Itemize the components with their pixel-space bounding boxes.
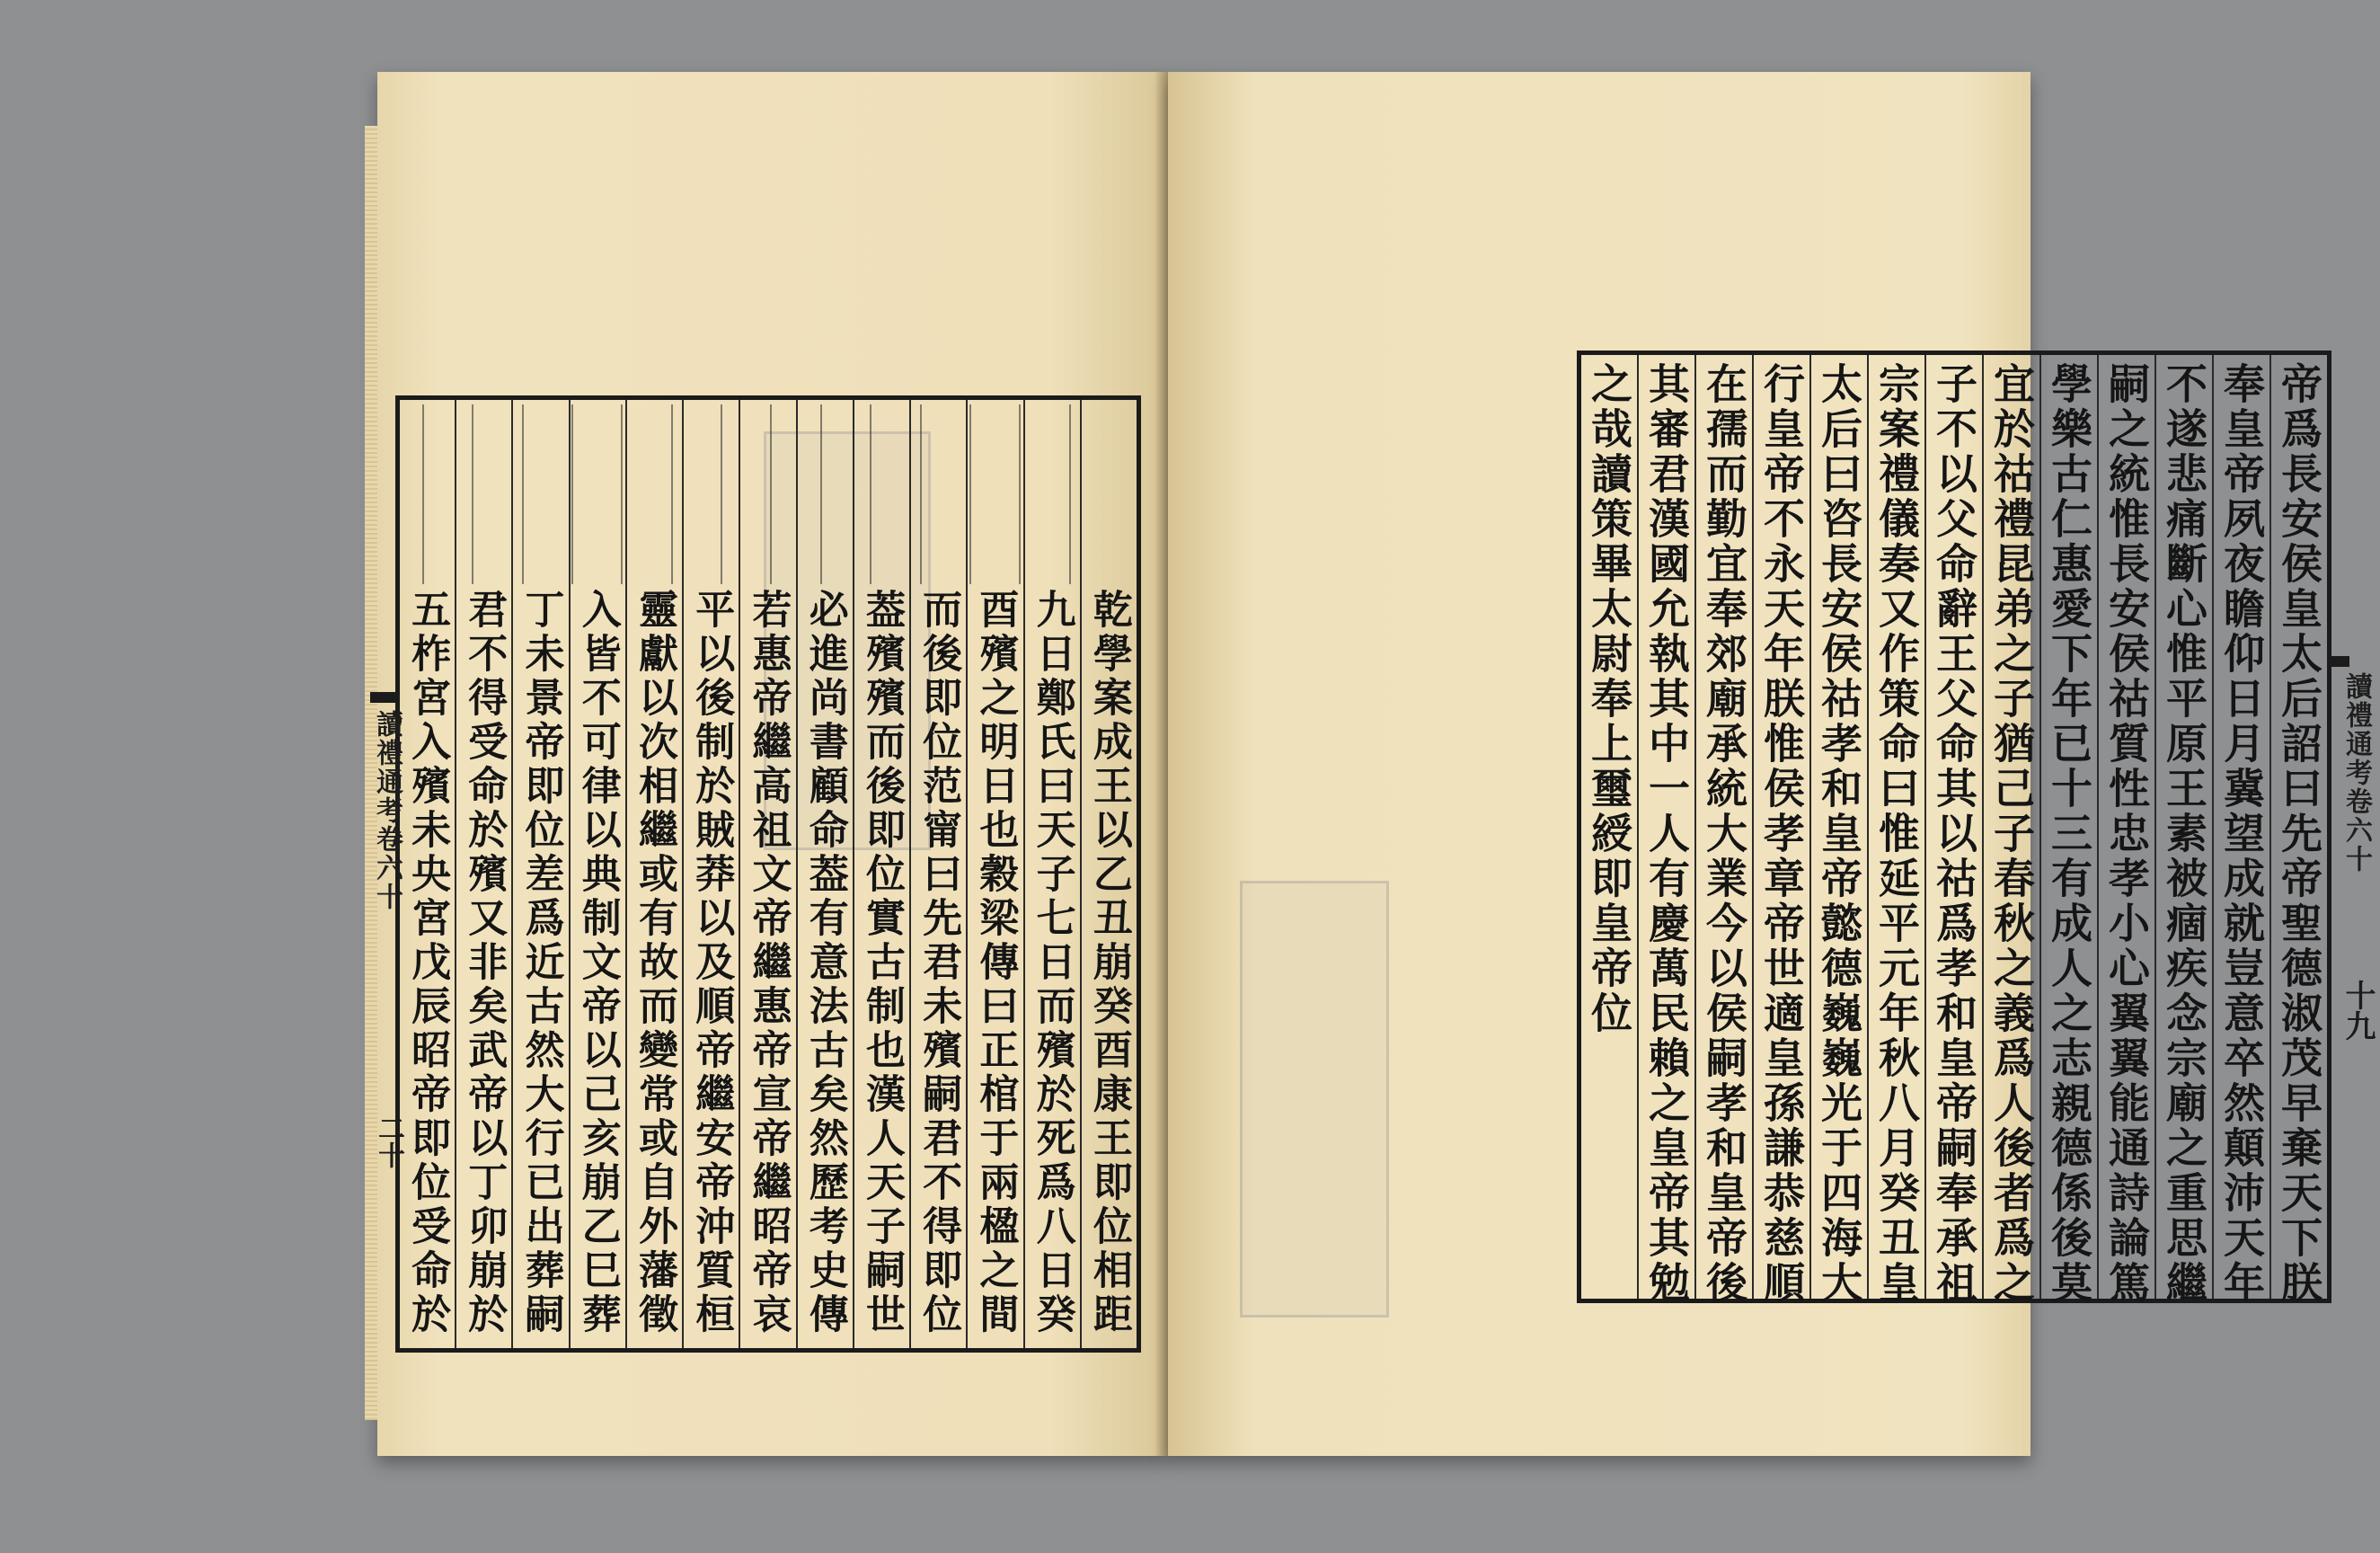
faint-stamp	[1240, 881, 1389, 1318]
blank-column-heads	[422, 404, 1119, 584]
open-book	[371, 72, 2376, 1474]
fish-tail-mark	[2331, 656, 2349, 667]
text-column: 九日鄭氏曰天子七日而殯於死爲八日癸	[1023, 400, 1080, 1348]
left-page	[371, 72, 1168, 1456]
text-column: 若惠帝繼高祖文帝繼惠帝宣帝繼昭帝哀	[739, 400, 795, 1348]
page-number: 二十	[373, 1114, 404, 1168]
text-column: 宗案禮儀奏又作策命曰惟延平元年秋八月癸丑皇	[1867, 355, 1924, 1299]
left-text-frame	[395, 395, 1141, 1353]
text-column: 君不得受命於殯又非矣武帝以丁卯崩於	[455, 400, 511, 1348]
text-column: 嗣之統惟長安侯祜質性忠孝小心翼翼能通詩論篤	[2097, 355, 2154, 1299]
text-column: 太后曰咨長安侯祜孝和皇帝懿德巍巍光于四海大	[1809, 355, 1867, 1299]
text-column: 丁未景帝即位差爲近古然大行已出葬嗣	[511, 400, 568, 1348]
right-page	[1168, 72, 2376, 1456]
text-column: 之哉讀策畢太尉奉上璽綬即皇帝位	[1585, 362, 1633, 1036]
text-column: 酉殯之明日也穀梁傳曰正棺于兩楹之間	[966, 400, 1022, 1348]
text-column: 奉皇帝夙夜瞻仰日月冀望成就豈意卒然顛沛天年	[2212, 355, 2269, 1299]
margin-title: 讀禮通考卷六十	[371, 710, 403, 911]
page-number: 十九	[2340, 980, 2376, 1041]
text-column: 葢殯殯而後即位實古制也漢人天子嗣世	[853, 400, 909, 1348]
text-column: 平以後制於賊莽以及順帝繼安帝沖質桓	[682, 400, 739, 1348]
fish-tail-mark	[370, 692, 395, 703]
text-column: 學樂古仁惠愛下年已十三有成人之志親德係後莫	[2039, 355, 2097, 1299]
text-column: 乾學案成王以乙丑崩癸酉康王即位相距	[1080, 400, 1137, 1348]
text-column: 行皇帝不永天年朕惟侯孝章帝世適皇孫謙恭慈順	[1752, 355, 1809, 1299]
right-text-frame	[1577, 351, 2331, 1306]
text-column: 在孺而勤宜奉郊廟承統大業今以侯嗣孝和皇帝後	[1694, 355, 1752, 1299]
text-column: 宜於祜禮昆弟之子猶己子春秋之義爲人後者爲之	[1982, 355, 2039, 1299]
text-column: 五柞宮入殯未央宮戊辰昭帝即位受命於	[404, 589, 451, 1337]
text-column: 而後即位范甯曰先君未殯嗣君不得即位	[909, 400, 966, 1348]
text-column: 其審君漢國允執其中一人有慶萬民賴之皇帝其勉	[1637, 355, 1694, 1299]
text-column: 不遂悲痛斷心惟平原王素被痼疾念宗廟之重思繼	[2154, 355, 2212, 1299]
text-column: 靈獻以次相繼或有故而變常或自外藩徵	[625, 400, 682, 1348]
text-column: 子不以父命辭王父命其以祜爲孝和皇帝嗣奉承祖	[1924, 355, 1982, 1299]
margin-title: 讀禮通考卷六十	[2340, 672, 2372, 874]
text-column: 必進尚書顧命葢有意法古矣然歷考史傳	[796, 400, 853, 1348]
text-column: 入皆不可律以典制文帝以己亥崩乙巳葬	[569, 400, 625, 1348]
text-column: 帝爲長安侯皇太后詔曰先帝聖德淑茂早棄天下朕	[2269, 355, 2327, 1299]
